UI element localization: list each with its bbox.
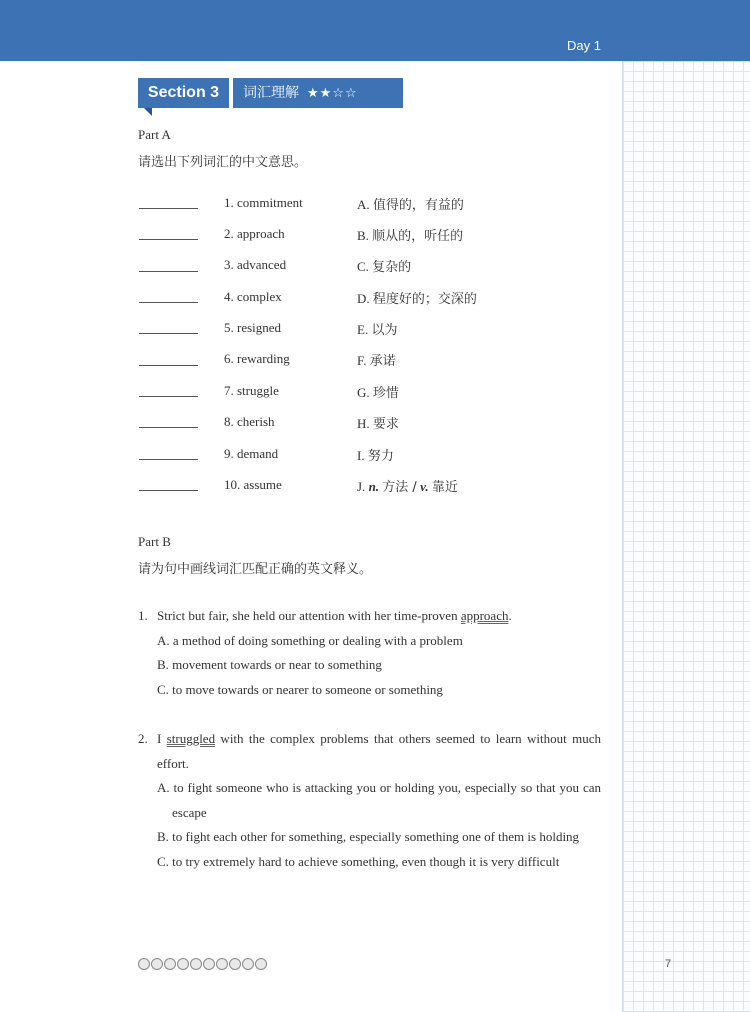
- vocab-meaning: [357, 225, 463, 244]
- answer-option[interactable]: C. to move towards or nearer to someone or something: [157, 682, 443, 697]
- badge-icon: [216, 958, 228, 970]
- meaning-text: 珍惜: [372, 386, 399, 401]
- meaning-letter: F.: [357, 353, 367, 368]
- grid-note-margin: [622, 61, 750, 1012]
- answer-blank[interactable]: [139, 427, 198, 428]
- vocab-word: 9. demand: [224, 446, 279, 461]
- badge-icon: [138, 958, 150, 970]
- pos-noun: n.: [368, 479, 380, 494]
- pos-verb: v.: [420, 479, 429, 494]
- question-sentence: [157, 608, 601, 624]
- meaning-letter: J.: [357, 479, 366, 494]
- badge-icon: [203, 958, 215, 970]
- badge-icon: [151, 958, 163, 970]
- difficulty-stars: ★★☆☆: [307, 86, 358, 101]
- vocab-meaning: [357, 256, 411, 275]
- badge-icon: [190, 958, 202, 970]
- meaning-letter: I.: [357, 448, 365, 463]
- vocab-word: 3. advanced: [224, 257, 287, 272]
- answer-option[interactable]: B. to fight each other for something, especially something one of them is holding: [157, 829, 580, 844]
- day-label: Day 1: [567, 38, 601, 53]
- badge-icon: [164, 958, 176, 970]
- vocab-word: 5. resigned: [224, 320, 282, 335]
- meaning-text: 以为: [371, 323, 398, 338]
- answer-option-cont[interactable]: escape: [172, 805, 207, 820]
- meaning-text: 复杂的: [372, 260, 412, 275]
- meaning-letter: D.: [357, 291, 370, 306]
- badge-icon: [229, 958, 241, 970]
- section-title: [233, 78, 403, 108]
- meaning-letter: H.: [357, 416, 370, 431]
- vocab-meaning: [357, 413, 399, 432]
- meaning-text: 努力: [367, 449, 394, 464]
- meaning-text: 程度好的；交深的: [372, 292, 477, 307]
- section-tag: Section 3: [138, 78, 229, 108]
- meaning-text: 靠近: [431, 480, 458, 495]
- section-tag-fold: [144, 108, 152, 116]
- underlined-word: approach: [460, 608, 509, 623]
- vocab-meaning: [357, 194, 464, 213]
- answer-option[interactable]: A. a method of doing something or dealing with a problem: [157, 633, 463, 648]
- answer-blank[interactable]: [139, 365, 198, 366]
- answer-blank[interactable]: [139, 208, 198, 209]
- vocab-word: 10. assume: [224, 477, 282, 492]
- meaning-text: 方法 /: [382, 480, 417, 495]
- vocab-meaning: [357, 445, 394, 464]
- meaning-letter: E.: [357, 322, 369, 337]
- vocab-meaning: [357, 382, 399, 401]
- vocab-word: 1. commitment: [224, 195, 303, 210]
- part-b-label: Part B: [138, 534, 171, 549]
- meaning-text: 承诺: [369, 354, 396, 369]
- vocab-word: 6. rewarding: [224, 351, 290, 366]
- meaning-letter: B.: [357, 228, 369, 243]
- question-number: 2.: [138, 731, 148, 746]
- question-sentence: [157, 731, 601, 747]
- answer-blank[interactable]: [139, 333, 198, 334]
- answer-blank[interactable]: [139, 271, 198, 272]
- vocab-meaning: [357, 350, 396, 369]
- question-sentence-cont: effort.: [157, 756, 189, 771]
- sentence-text: Strict but fair, she held our attention with her time-proven: [157, 608, 461, 623]
- top-banner: [0, 0, 750, 61]
- meaning-letter: G.: [357, 385, 370, 400]
- vocab-meaning: [357, 319, 397, 338]
- answer-blank[interactable]: [139, 239, 198, 240]
- vocab-word: 8. cherish: [224, 414, 275, 429]
- answer-option[interactable]: B. movement towards or near to something: [157, 657, 382, 672]
- sentence-text: I: [157, 731, 167, 746]
- badge-icon: [255, 958, 267, 970]
- answer-blank[interactable]: [139, 396, 198, 397]
- question-number: 1.: [138, 608, 148, 623]
- sentence-text: .: [508, 608, 512, 623]
- vocab-meaning: [357, 288, 477, 307]
- footer-icon-strip: [138, 955, 268, 969]
- page-number: 7: [665, 958, 672, 970]
- vocab-word: 4. complex: [224, 289, 282, 304]
- answer-option[interactable]: C. to try extremely hard to achieve something, even though it is very difficult: [157, 854, 560, 869]
- answer-option[interactable]: A. to fight someone who is attacking you or holding you, especially so that you can: [157, 780, 601, 795]
- answer-blank[interactable]: [139, 459, 198, 460]
- meaning-letter: A.: [357, 197, 370, 212]
- part-b-instruction: 请为句中画线词汇匹配正确的英文释义。: [138, 562, 373, 577]
- part-a-instruction: 请选出下列词汇的中文意思。: [138, 155, 308, 170]
- part-a-label: Part A: [138, 127, 171, 142]
- answer-blank[interactable]: [139, 302, 198, 303]
- meaning-text: 要求: [372, 417, 399, 432]
- underlined-word: struggled: [166, 731, 216, 746]
- meaning-letter: C.: [357, 259, 369, 274]
- meaning-text: 顺从的，听任的: [372, 229, 464, 244]
- meaning-text: 值得的，有益的: [372, 198, 464, 213]
- badge-icon: [177, 958, 189, 970]
- section-title-text: 词汇理解: [243, 85, 299, 101]
- sentence-text: with the complex problems that others seemed to learn without much: [215, 731, 601, 746]
- vocab-word: 2. approach: [224, 226, 285, 241]
- answer-blank[interactable]: [139, 490, 198, 491]
- badge-icon: [242, 958, 254, 970]
- vocab-meaning: [357, 476, 458, 495]
- vocab-word: 7. struggle: [224, 383, 279, 398]
